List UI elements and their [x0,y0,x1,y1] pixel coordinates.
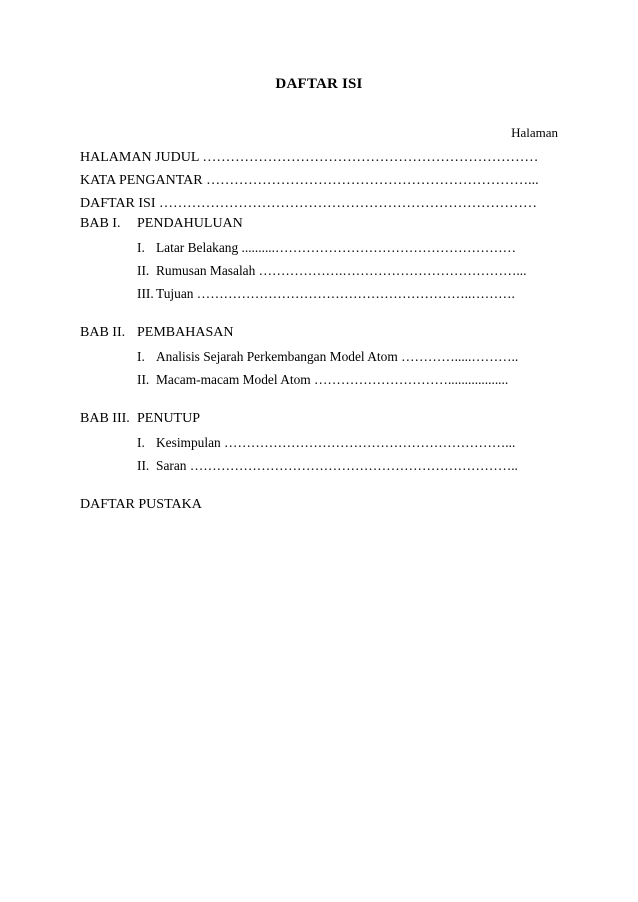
subentry-text: Saran ……………………………………………………………….. [156,458,518,473]
chapter-title-2: PEMBAHASAN [137,325,234,340]
toc-subentry [137,263,526,279]
subentry-text: Tujuan ……………………………………………………..………. [156,286,515,301]
chapter-label-2: BAB II. [80,325,126,340]
toc-entry-halaman-judul: HALAMAN JUDUL ……………………………………………………………… [80,150,539,165]
chapter-label-3: BAB III. [80,411,130,426]
toc-entry-kata-pengantar: KATA PENGANTAR ……………………………………………………………... [80,173,539,188]
chapter-title-3: PENUTUP [137,411,201,426]
toc-entry-daftar-isi: DAFTAR ISI ……………………………………………………………………… [80,196,537,211]
document-title: DAFTAR ISI [275,76,363,92]
subentry-number: I. [137,240,145,255]
toc-subentry [137,286,515,302]
toc-subentry [137,349,518,365]
toc-subentry [137,240,516,256]
subentry-number: II. [137,263,150,278]
subentry-number: II. [137,372,150,387]
chapter-title-1: PENDAHULUAN [137,216,243,231]
subentry-text: Macam-macam Model Atom ………………………….................. [156,372,509,387]
toc-entry-daftar-pustaka: DAFTAR PUSTAKA [80,497,202,512]
page-column-header: Halaman [511,125,558,140]
subentry-number: I. [137,435,145,450]
toc-subentry [137,435,515,451]
subentry-text: Latar Belakang ..........……………………………………………… [156,240,517,255]
subentry-text: Analisis Sejarah Perkembangan Model Atom ………….....……….. [156,349,519,364]
subentry-text: Kesimpulan ………………………………………………………... [156,435,516,450]
toc-subentry [137,372,508,388]
subentry-text: Rumusan Masalah ……………….…………………………………... [156,263,527,278]
subentry-number: III. [137,286,154,301]
toc-subentry [137,458,518,474]
subentry-number: I. [137,349,145,364]
chapter-label-1: BAB I. [80,216,121,231]
subentry-number: II. [137,458,150,473]
